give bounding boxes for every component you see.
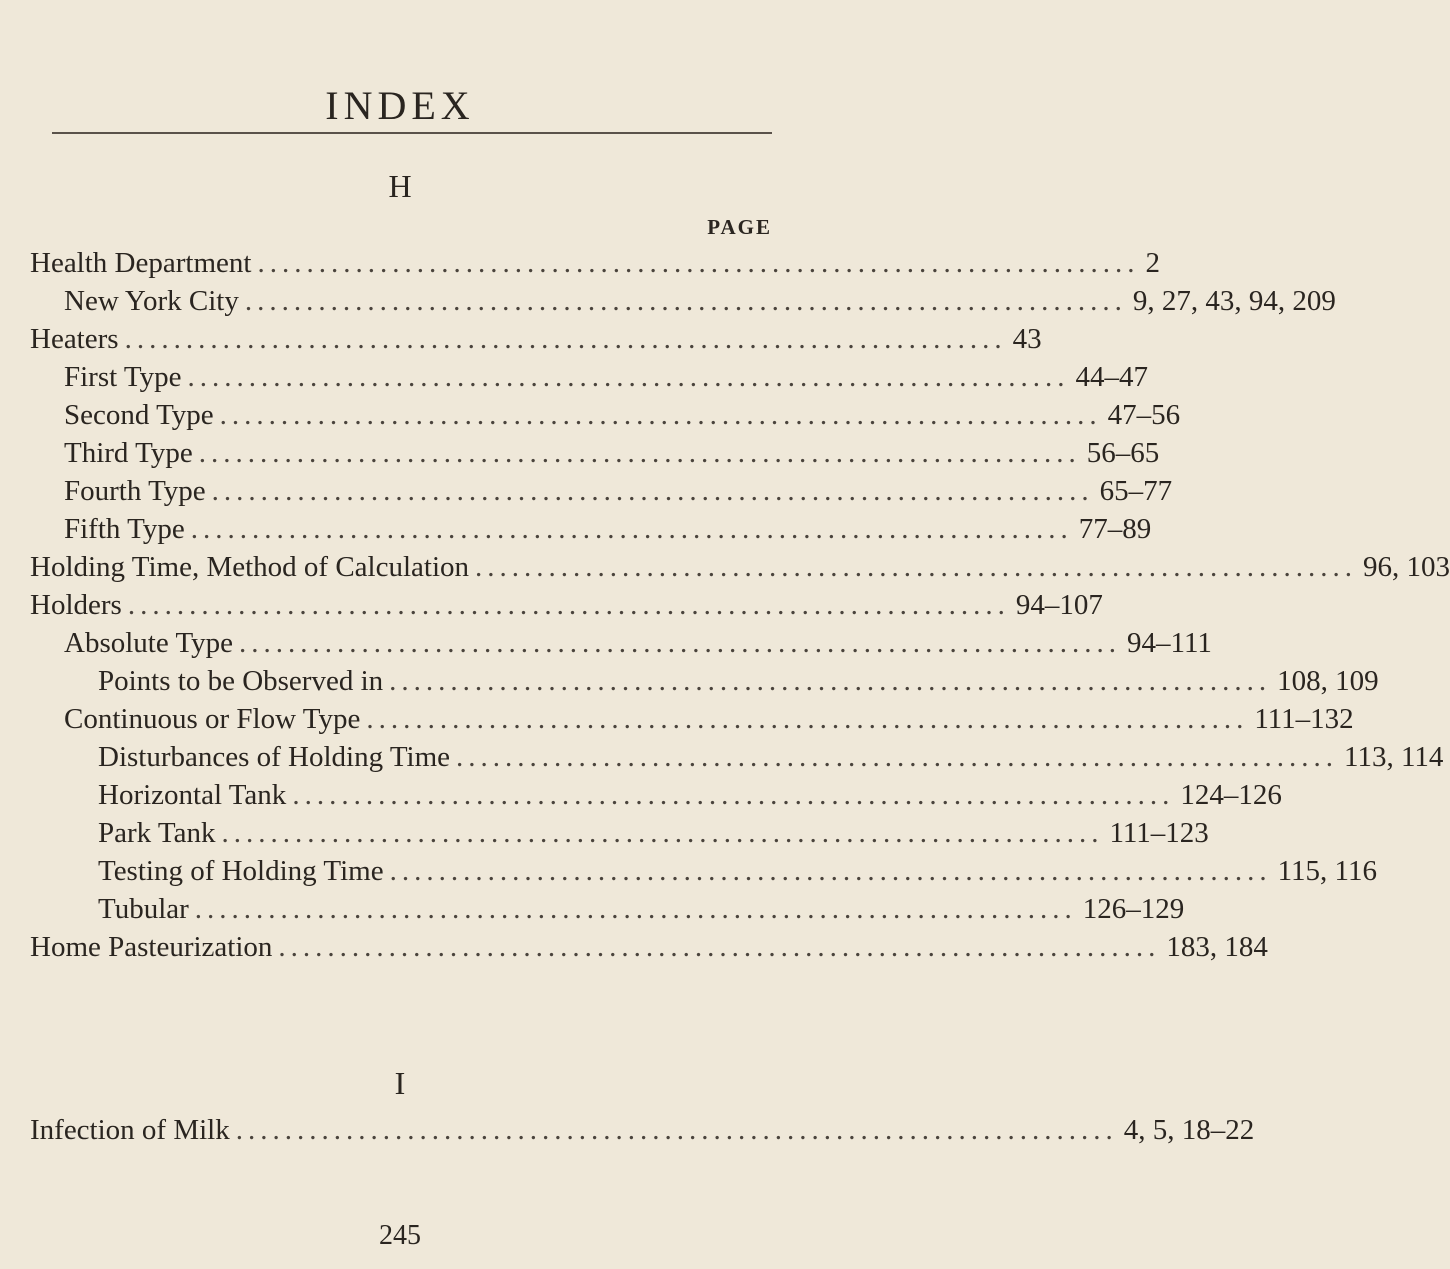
entry-pages: 9, 27, 43, 94, 209 (1132, 285, 1336, 317)
entry-pages: 2 (1145, 247, 1160, 279)
index-entry (64, 627, 1212, 661)
entry-label: Testing of Holding Time (98, 855, 384, 887)
entry-label: Horizontal Tank (98, 779, 287, 811)
leader-dots: ........................................................................ (187, 361, 1070, 393)
entry-pages: 43 (1012, 323, 1042, 355)
index-entry (30, 1114, 1255, 1148)
entry-pages: 94–111 (1127, 627, 1212, 659)
entry-pages: 111–123 (1109, 817, 1209, 849)
leader-dots: ........................................................................ (389, 665, 1272, 697)
index-entry (98, 665, 1379, 699)
index-entry (64, 437, 1160, 471)
index-entry (98, 741, 1444, 775)
index-entry (30, 551, 1450, 585)
entry-pages: 115, 116 (1277, 855, 1377, 887)
entry-label: Continuous or Flow Type (64, 703, 361, 735)
entry-label: Health Department (30, 247, 252, 279)
index-entry (30, 589, 1103, 623)
entry-pages: 126–129 (1082, 893, 1185, 925)
section-letter-h: H (388, 168, 412, 204)
leader-dots: ........................................................................ (221, 817, 1104, 849)
entry-label: Park Tank (98, 817, 216, 849)
page-column-header: PAGE (707, 215, 772, 239)
entry-pages: 96, 103 (1363, 551, 1450, 583)
leader-dots: ........................................................................ (456, 741, 1339, 773)
leader-dots: ........................................................................ (127, 589, 1010, 621)
entry-label: New York City (64, 285, 239, 317)
leader-dots: ........................................................................ (124, 323, 1007, 355)
leader-dots: ........................................................................ (198, 437, 1081, 469)
entry-label: Heaters (30, 323, 119, 355)
leader-dots: ........................................................................ (475, 551, 1358, 583)
entry-label: First Type (64, 361, 182, 393)
index-entry (30, 931, 1268, 965)
leader-dots: ........................................................................ (211, 475, 1094, 507)
entry-pages: 113, 114 (1344, 741, 1444, 773)
entry-pages: 56–65 (1086, 437, 1160, 469)
entry-label: Second Type (64, 399, 214, 431)
entry-label: Holding Time, Method of Calculation (30, 551, 470, 583)
leader-dots: ........................................................................ (278, 931, 1161, 963)
leader-dots: ........................................................................ (244, 285, 1127, 317)
section-letter-i: I (394, 1065, 406, 1101)
index-entry (98, 817, 1209, 851)
entry-pages: 183, 184 (1166, 931, 1268, 963)
index-entry (98, 779, 1282, 813)
entry-label: Holders (30, 589, 122, 621)
leader-dots: ........................................................................ (190, 513, 1073, 545)
entry-pages: 44–47 (1075, 361, 1148, 393)
index-entry (64, 399, 1181, 433)
index-entry (64, 703, 1354, 737)
page-number: 245 (379, 1220, 421, 1251)
entry-pages: 124–126 (1180, 779, 1282, 811)
index-entry (98, 893, 1185, 927)
index-entry (64, 475, 1173, 509)
entry-pages: 108, 109 (1277, 665, 1379, 697)
leader-dots: ........................................................................ (389, 855, 1272, 887)
leader-dots: ........................................................................ (194, 893, 1077, 925)
leader-dots: ........................................................................ (366, 703, 1249, 735)
entry-label: Fourth Type (64, 475, 206, 507)
entry-pages: 111–132 (1254, 703, 1354, 735)
leader-dots: ........................................................................ (239, 627, 1122, 659)
index-entry (64, 285, 1336, 319)
entry-label: Disturbances of Holding Time (98, 741, 451, 773)
entry-label: Absolute Type (64, 627, 234, 659)
title-rule (52, 132, 772, 134)
leader-dots: ........................................................................ (235, 1114, 1118, 1146)
index-entry (64, 513, 1152, 547)
leader-dots: ........................................................................ (292, 779, 1175, 811)
index-entry (30, 247, 1160, 281)
index-entry (98, 855, 1377, 889)
entry-pages: 77–89 (1078, 513, 1152, 545)
entry-label: Points to be Observed in (98, 665, 384, 697)
leader-dots: ........................................................................ (257, 247, 1140, 279)
entry-label: Tubular (98, 893, 189, 925)
page-title: INDEX (325, 83, 475, 128)
entry-label: Fifth Type (64, 513, 185, 545)
entry-pages: 4, 5, 18–22 (1123, 1114, 1255, 1146)
entry-pages: 94–107 (1015, 589, 1103, 621)
entry-pages: 47–56 (1107, 399, 1181, 431)
entry-label: Third Type (64, 437, 193, 469)
index-entry (30, 323, 1042, 357)
entry-label: Home Pasteurization (30, 931, 273, 963)
leader-dots: ........................................................................ (219, 399, 1102, 431)
entry-label: Infection of Milk (30, 1114, 230, 1146)
entry-pages: 65–77 (1099, 475, 1173, 507)
index-entry (64, 361, 1148, 395)
